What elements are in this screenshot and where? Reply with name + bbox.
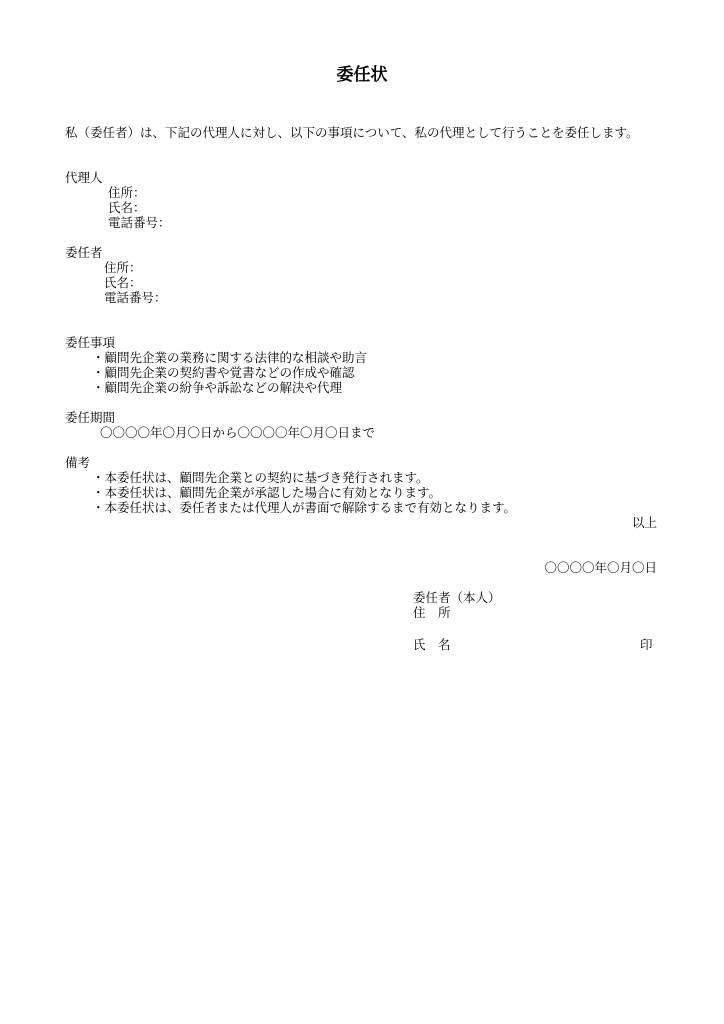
matters-item: ・顧問先企業の紛争や訴訟などの解決や代理 bbox=[92, 380, 343, 395]
period-text: 〇〇〇〇年〇月〇日から〇〇〇〇年〇月〇日まで bbox=[100, 425, 376, 440]
closing-text: 以上 bbox=[631, 515, 657, 530]
principal-address-label: 住所： bbox=[104, 260, 142, 275]
agent-name-label: 氏名： bbox=[108, 200, 146, 215]
remarks-item: ・本委任状は、顧問先企業との契約に基づき発行されます。 bbox=[92, 470, 429, 485]
agent-heading: 代理人 bbox=[65, 170, 103, 185]
signature-name-label: 氏 名 bbox=[413, 637, 451, 652]
period-heading: 委任期間 bbox=[65, 410, 116, 425]
seal-mark: 印 bbox=[640, 637, 653, 652]
matters-item: ・顧問先企業の業務に関する法律的な相談や助言 bbox=[92, 350, 368, 365]
document-title: 委任状 bbox=[336, 65, 388, 85]
signature-address-label: 住 所 bbox=[413, 605, 451, 620]
signature-heading: 委任者（本人） bbox=[413, 590, 501, 605]
intro-text: 私（委任者）は、下記の代理人に対し、以下の事項について、私の代理として行うことを委任します。 bbox=[65, 125, 639, 140]
issue-date: 〇〇〇〇年〇月〇日 bbox=[544, 560, 657, 575]
remarks-heading: 備考 bbox=[65, 455, 91, 470]
remarks-item: ・本委任状は、顧問先企業が承認した場合に有効となります。 bbox=[92, 485, 442, 500]
principal-heading: 委任者 bbox=[65, 245, 103, 260]
remarks-item: ・本委任状は、委任者または代理人が書面で解除するまで有効となります。 bbox=[92, 500, 517, 515]
principal-phone-label: 電話番号： bbox=[104, 290, 167, 305]
matters-heading: 委任事項 bbox=[65, 335, 116, 350]
agent-phone-label: 電話番号： bbox=[108, 215, 171, 230]
principal-name-label: 氏名： bbox=[104, 275, 142, 290]
agent-address-label: 住所： bbox=[108, 185, 146, 200]
matters-item: ・顧問先企業の契約書や覚書などの作成や確認 bbox=[92, 365, 355, 380]
